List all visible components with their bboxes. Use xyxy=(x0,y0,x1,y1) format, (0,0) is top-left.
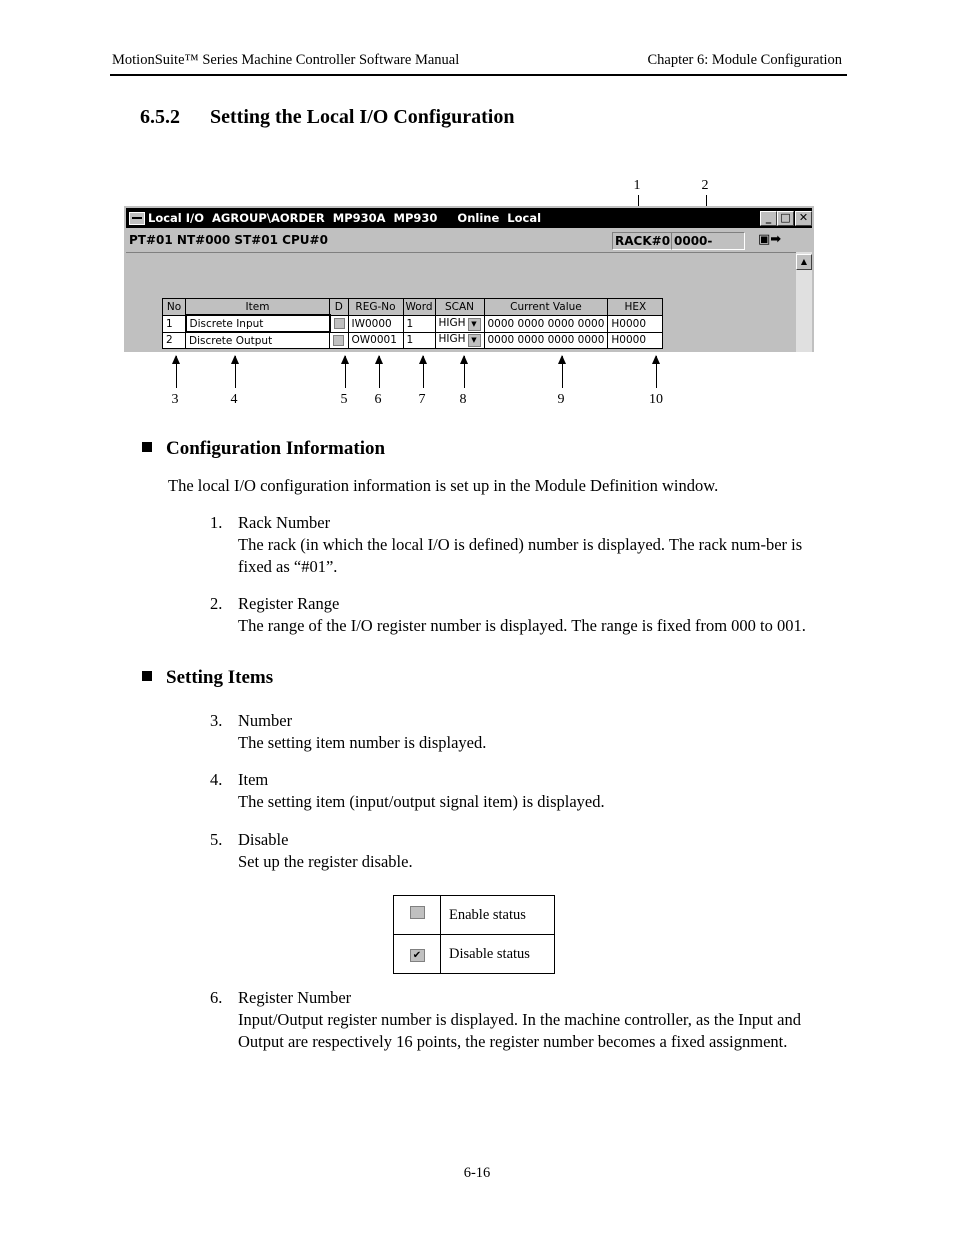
row-no: 1 xyxy=(163,315,186,332)
col-header-item: Item xyxy=(186,299,330,316)
disable-status-table xyxy=(393,895,555,974)
io-config-grid xyxy=(162,298,663,349)
list-item xyxy=(210,512,838,578)
item-number: 3. xyxy=(210,711,223,730)
item-desc: The setting item number is displayed. xyxy=(238,733,487,752)
arrow-callout-9 xyxy=(562,356,563,388)
item-title: Number xyxy=(238,711,293,730)
item-desc: Set up the register disable. xyxy=(238,852,413,871)
row-item[interactable]: Discrete Input xyxy=(186,315,330,332)
row-word: 1 xyxy=(403,315,435,332)
item-number: 4. xyxy=(210,770,223,789)
col-header-word: Word xyxy=(403,299,435,316)
unchecked-box-icon xyxy=(333,335,344,346)
item-number: 1. xyxy=(210,513,223,532)
list-item xyxy=(210,710,838,754)
item-title: Register Number xyxy=(238,988,352,1007)
row-current-value: 0000 0000 0000 0000 xyxy=(484,332,608,349)
col-header-reg-no: REG-No xyxy=(348,299,403,316)
status-label: Enable status xyxy=(441,896,555,935)
item-number: 6. xyxy=(210,988,223,1007)
item-number: 2. xyxy=(210,594,223,613)
minimize-button[interactable]: _ xyxy=(760,211,777,226)
window-title: Local I/O AGROUP\AORDER MP930A MP930 Online Local xyxy=(148,211,542,225)
monitor-arrow-icon[interactable]: ▣➡ xyxy=(758,232,782,247)
window-status-bar xyxy=(126,230,812,250)
unchecked-box-icon xyxy=(334,318,345,329)
col-header-hex: HEX xyxy=(608,299,663,316)
vertical-scrollbar[interactable] xyxy=(796,252,812,352)
bullet-square-icon xyxy=(142,442,152,452)
row-no: 2 xyxy=(163,332,186,349)
callout-2: 2 xyxy=(701,178,709,193)
item-desc: The range of the I/O register number is displayed. The range is fixed from 000 to 001. xyxy=(238,616,806,635)
page-number: 6-16 xyxy=(463,1165,491,1181)
arrow-callout-6 xyxy=(379,356,380,388)
callout-4: 4 xyxy=(230,392,238,407)
item-desc: The rack (in which the local I/O is defined) number is displayed. The rack num-ber is fixed as “#01”. xyxy=(238,535,803,576)
row-reg-no: IW0000 xyxy=(348,315,403,332)
row-current-value: 0000 0000 0000 0000 xyxy=(484,315,608,332)
scroll-up-icon[interactable]: ▲ xyxy=(796,254,812,270)
callout-6: 6 xyxy=(374,392,382,407)
grid-header-row xyxy=(163,299,663,316)
row-item[interactable]: Discrete Output xyxy=(186,332,330,349)
table-row xyxy=(394,935,555,974)
item-title: Disable xyxy=(238,830,289,849)
col-header-scan: SCAN xyxy=(435,299,484,316)
callout-3: 3 xyxy=(171,392,179,407)
col-header-no: No xyxy=(163,299,186,316)
callout-7: 7 xyxy=(418,392,426,407)
scan-select[interactable] xyxy=(435,315,484,332)
table-row xyxy=(394,896,555,935)
item-desc: The setting item (input/output signal item) is displayed. xyxy=(238,792,605,811)
arrow-callout-7 xyxy=(423,356,424,388)
list-item xyxy=(210,769,838,813)
row-word: 1 xyxy=(403,332,435,349)
arrow-callout-4 xyxy=(235,356,236,388)
setting-items-heading-text: Setting Items xyxy=(166,667,274,688)
arrow-callout-3 xyxy=(176,356,177,388)
row-hex: H0000 xyxy=(608,332,663,349)
col-header-current-value: Current Value xyxy=(484,299,608,316)
col-header-disable: D xyxy=(330,299,349,316)
arrow-callout-8 xyxy=(464,356,465,388)
window-title-bar xyxy=(126,208,812,228)
page-header-left: MotionSuite™ Series Machine Controller Software Manual xyxy=(112,52,460,68)
scan-value: HIGH xyxy=(438,316,466,329)
callout-10: 10 xyxy=(649,392,663,407)
unchecked-box-icon xyxy=(410,906,425,919)
item-desc: Input/Output register number is displayed. In the machine controller, as the Input and Output are respectively 16 points, the register number becomes a fixed assignment. xyxy=(238,1010,801,1051)
item-number: 5. xyxy=(210,830,223,849)
table-row xyxy=(163,315,663,332)
rack-number-field: RACK#0 xyxy=(612,232,673,250)
arrow-callout-10 xyxy=(656,356,657,388)
cpu-path: PT#01 NT#000 ST#01 CPU#0 xyxy=(129,233,328,247)
arrow-callout-5 xyxy=(345,356,346,388)
scan-value: HIGH xyxy=(438,333,466,346)
table-row xyxy=(163,332,663,349)
item-title: Register Range xyxy=(238,594,340,613)
row-hex: H0000 xyxy=(608,315,663,332)
row-reg-no: OW0001 xyxy=(348,332,403,349)
register-range-field: 0000- xyxy=(671,232,745,250)
item-title: Item xyxy=(238,770,269,789)
disable-checkbox[interactable] xyxy=(330,315,349,332)
callout-8: 8 xyxy=(459,392,467,407)
dropdown-arrow-icon[interactable]: ▼ xyxy=(468,334,481,347)
status-label: Disable status xyxy=(441,935,555,974)
callout-5: 5 xyxy=(340,392,348,407)
dropdown-arrow-icon[interactable]: ▼ xyxy=(468,318,481,331)
disable-checkbox[interactable] xyxy=(330,332,349,349)
config-info-heading-text: Configuration Information xyxy=(166,438,386,459)
header-rule xyxy=(110,74,847,76)
list-item xyxy=(210,829,838,873)
section-title xyxy=(140,106,514,129)
bullet-square-icon xyxy=(142,671,152,681)
page-header-right: Chapter 6: Module Configuration xyxy=(647,52,842,68)
maximize-button[interactable]: □ xyxy=(777,211,794,226)
config-info-heading xyxy=(142,438,385,460)
checked-box-icon: ✔ xyxy=(410,949,425,962)
section-number: 6.5.2 xyxy=(140,106,180,128)
system-menu-icon[interactable] xyxy=(129,212,145,225)
close-button[interactable]: ✕ xyxy=(795,211,812,226)
section-title-text: Setting the Local I/O Configuration xyxy=(210,106,515,128)
item-title: Rack Number xyxy=(238,513,331,532)
callout-1: 1 xyxy=(633,178,641,193)
scan-select[interactable] xyxy=(435,332,484,349)
list-item xyxy=(210,987,838,1053)
callout-9: 9 xyxy=(557,392,565,407)
list-item xyxy=(210,593,838,637)
config-info-intro: The local I/O configuration information is set up in the Module Definition window. xyxy=(168,476,719,495)
setting-items-heading xyxy=(142,667,273,689)
